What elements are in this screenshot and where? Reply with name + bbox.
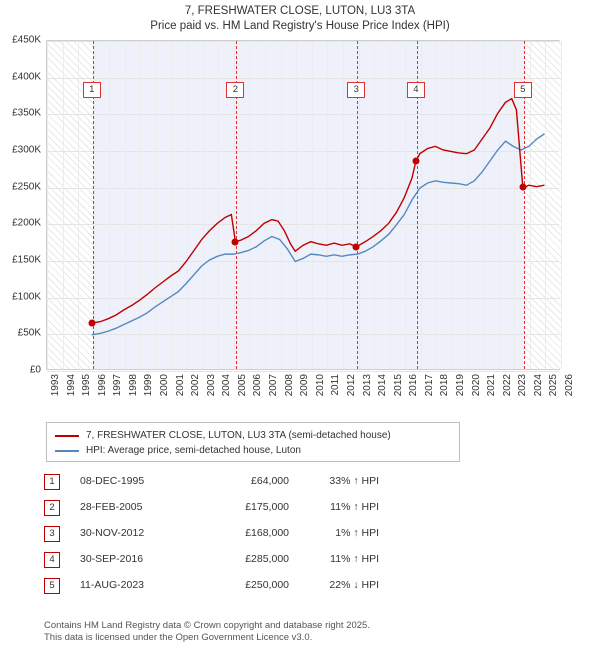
row-hpi-delta: 11% ↑ HPI (330, 501, 379, 513)
x-axis-label: 2017 (423, 374, 435, 397)
legend-row-hpi (55, 443, 451, 458)
x-axis-label: 1996 (96, 374, 108, 397)
event-marker-3[interactable]: 3 (347, 82, 365, 98)
row-date: 08-DEC-1995 (80, 475, 145, 487)
x-axis-label: 2004 (221, 374, 233, 397)
transactions-table (44, 472, 514, 602)
x-axis-label: 2020 (470, 374, 482, 397)
y-axis-label: £0 (29, 364, 41, 376)
row-date: 11-AUG-2023 (80, 579, 145, 591)
x-axis-label: 2006 (252, 374, 264, 397)
x-axis-label: 2003 (205, 374, 217, 397)
event-marker-2[interactable]: 2 (226, 82, 244, 98)
chart-area (12, 34, 575, 397)
row-hpi-delta: 33% ↑ HPI (329, 475, 379, 487)
event-marker-5[interactable]: 5 (514, 82, 532, 98)
page-title (0, 4, 600, 34)
x-axis-label: 2010 (314, 374, 326, 397)
x-axis-label: 2018 (439, 374, 451, 397)
x-axis-label: 2026 (564, 374, 575, 397)
x-axis-label: 2007 (268, 374, 280, 397)
chart-legend (46, 422, 460, 462)
y-axis-label: £250K (12, 181, 41, 193)
series-line (92, 99, 545, 323)
y-axis-label: £150K (12, 254, 41, 266)
x-axis-label: 2023 (517, 374, 529, 397)
row-index: 5 (44, 578, 60, 594)
table-row (44, 576, 514, 602)
y-axis-label: £450K (12, 34, 41, 46)
legend-swatch-subject (55, 435, 79, 437)
row-price: £250,000 (245, 579, 289, 591)
row-price: £285,000 (245, 553, 289, 565)
x-axis-label: 2012 (345, 374, 357, 397)
x-axis-label: 1994 (65, 374, 77, 397)
event-point-5[interactable] (519, 183, 526, 190)
x-axis-label: 2016 (408, 374, 420, 397)
x-axis-label: 2008 (283, 374, 295, 397)
page-title-line1: 7, FRESHWATER CLOSE, LUTON, LU3 3TA (184, 5, 416, 17)
x-axis-label: 2011 (330, 374, 342, 396)
x-axis-label: 2019 (454, 374, 466, 397)
table-row (44, 498, 514, 524)
event-point-3[interactable] (353, 243, 360, 250)
x-axis-label: 2025 (548, 374, 560, 397)
row-hpi-delta: 1% ↑ HPI (335, 527, 379, 539)
row-hpi-delta: 22% ↓ HPI (329, 579, 379, 591)
event-marker-4[interactable]: 4 (407, 82, 425, 98)
row-index: 1 (44, 474, 60, 490)
row-date: 30-NOV-2012 (80, 527, 145, 539)
row-date: 28-FEB-2005 (80, 501, 143, 513)
row-date: 30-SEP-2016 (80, 553, 144, 565)
row-price: £175,000 (245, 501, 289, 513)
event-point-2[interactable] (232, 238, 239, 245)
event-point-1[interactable] (88, 320, 95, 327)
x-axis-label: 1995 (81, 374, 93, 397)
y-axis-label: £50K (17, 327, 41, 339)
event-point-4[interactable] (412, 158, 419, 165)
row-hpi-delta: 11% ↑ HPI (330, 553, 379, 565)
table-row (44, 472, 514, 498)
x-axis-label: 2021 (486, 374, 498, 397)
x-axis-label: 2014 (377, 374, 389, 397)
x-axis-label: 2015 (392, 374, 404, 397)
y-axis-label: £350K (12, 107, 41, 119)
footer-line1: Contains HM Land Registry data © Crown copyright and database right 2025. (44, 620, 370, 631)
row-index: 3 (44, 526, 60, 542)
table-row (44, 550, 514, 576)
event-marker-1[interactable]: 1 (83, 82, 101, 98)
x-axis-label: 2024 (532, 374, 544, 397)
legend-swatch-hpi (55, 450, 79, 452)
y-axis-label: £100K (12, 291, 41, 303)
x-axis-label: 2002 (190, 374, 202, 397)
x-axis-label: 2001 (174, 374, 186, 397)
row-index: 2 (44, 500, 60, 516)
y-gridline (47, 371, 559, 372)
x-axis-label: 1997 (112, 374, 124, 397)
x-axis-label: 1993 (50, 374, 61, 397)
row-price: £168,000 (245, 527, 289, 539)
y-axis-label: £200K (12, 217, 41, 229)
y-axis-label: £300K (12, 144, 41, 156)
legend-label-hpi: HPI: Average price, semi-detached house, Luton (86, 445, 301, 456)
x-axis-label: 2000 (159, 374, 171, 397)
x-axis-label: 2009 (299, 374, 311, 397)
x-gridline (561, 41, 562, 369)
legend-label-subject: 7, FRESHWATER CLOSE, LUTON, LU3 3TA (semi-detached house) (86, 430, 391, 441)
chart-series-layer (46, 40, 560, 370)
y-axis-label: £400K (12, 71, 41, 83)
page-title-line2: Price paid vs. HM Land Registry's House Price Index (HPI) (150, 20, 450, 32)
table-row (44, 524, 514, 550)
row-price: £64,000 (251, 475, 289, 487)
legend-row-subject (55, 428, 451, 443)
x-axis-label: 2022 (501, 374, 513, 397)
x-axis-label: 1998 (127, 374, 139, 397)
x-axis-label: 2013 (361, 374, 373, 397)
footer (44, 620, 564, 644)
series-line (92, 134, 545, 335)
x-axis-label: 1999 (143, 374, 155, 397)
footer-line2: This data is licensed under the Open Government Licence v3.0. (44, 632, 313, 643)
row-index: 4 (44, 552, 60, 568)
x-axis-label: 2005 (236, 374, 248, 397)
